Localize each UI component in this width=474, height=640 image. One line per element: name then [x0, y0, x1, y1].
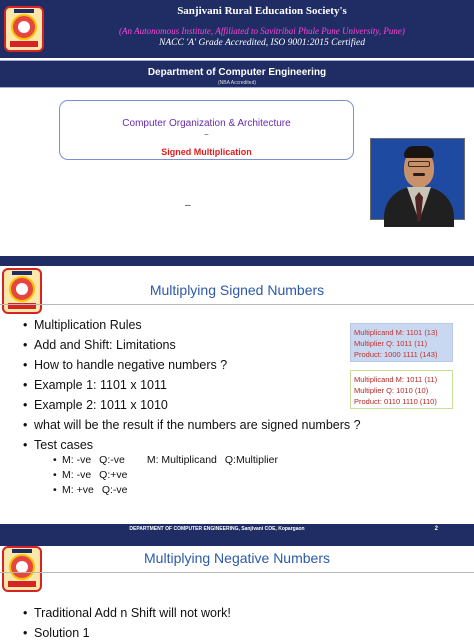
accreditation-text: NACC 'A' Grade Accredited, ISO 9001:2015 Certified: [159, 38, 365, 48]
example2-product: Product: 0110 1110 (110): [354, 397, 437, 406]
example2-box: [350, 370, 453, 409]
case-m: M: -ve: [62, 454, 92, 466]
footer-text: DEPARTMENT OF COMPUTER ENGINEERING, Sanjivani COE, Kopargaon: [129, 526, 305, 532]
bullet-item: • Example 1: 1101 x 1011: [34, 378, 167, 392]
content-slide: [0, 546, 474, 640]
bullet-item: • How to handle negative numbers ?: [34, 358, 227, 372]
bullet-item: • Add and Shift: Limitations: [34, 338, 176, 352]
course-name: Computer Organization & Architecture: [122, 118, 291, 129]
department-name: Department of Computer Engineering: [147, 67, 327, 78]
bullet-item: • what will be the result if the numbers are signed numbers ?: [34, 418, 361, 432]
case-m: M: -ve: [62, 469, 92, 481]
slide-title: Multiplying Signed Numbers: [149, 282, 325, 298]
test-case-item: [62, 484, 127, 496]
example1-product: Product: 1000 1111 (143): [354, 350, 438, 359]
test-case-item: [62, 469, 127, 481]
institute-header: [0, 0, 474, 58]
page-number: 2: [434, 526, 438, 532]
test-case-item: [62, 454, 278, 466]
case-q: Q:+ve: [99, 469, 128, 481]
department-bar: [0, 60, 474, 88]
lower-dash: –: [185, 200, 191, 211]
title-divider: [0, 304, 474, 305]
course-title-box: [59, 100, 354, 160]
slide-title: Multiplying Negative Numbers: [144, 550, 330, 566]
legend-q: Q:Multiplier: [224, 454, 278, 466]
case-m: M: +ve: [62, 484, 94, 496]
presenter-photo: [370, 138, 465, 220]
example1-box: [350, 323, 453, 362]
bullet-item: • Test cases: [34, 438, 93, 452]
title-dash: –: [204, 131, 209, 138]
case-q: Q:-ve: [99, 454, 125, 466]
example2-multiplier: Multiplier Q: 1010 (10): [354, 386, 429, 395]
case-q: Q:-ve: [101, 484, 128, 496]
example1-multiplicand: Multiplicand M: 1101 (13): [354, 328, 438, 337]
bullet-item: • Traditional Add n Shift will not work!: [34, 606, 231, 620]
nba-accredited-label: (NBA Accredited): [217, 80, 257, 86]
topic-name: Signed Multiplication: [161, 147, 252, 157]
legend-m: M: Multiplicand: [146, 454, 217, 466]
content-slide: [0, 266, 474, 538]
society-name: Sanjivani Rural Education Society's: [177, 5, 347, 17]
bullet-item: • Example 2: 1011 x 1010: [34, 398, 168, 412]
college-logo-icon: [4, 6, 44, 52]
bullet-item: • Solution 1: [34, 626, 90, 640]
affiliation-text: (An Autonomous Institute, Affiliated to Savitribai Phule Pune University, Pune): [119, 26, 405, 36]
title-divider: [0, 572, 474, 573]
example1-multiplier: Multiplier Q: 1011 (11): [354, 339, 428, 348]
example2-multiplicand: Multiplicand M: 1011 (11): [354, 375, 438, 384]
bullet-item: • Multiplication Rules: [34, 318, 142, 332]
title-slide: [0, 0, 474, 258]
